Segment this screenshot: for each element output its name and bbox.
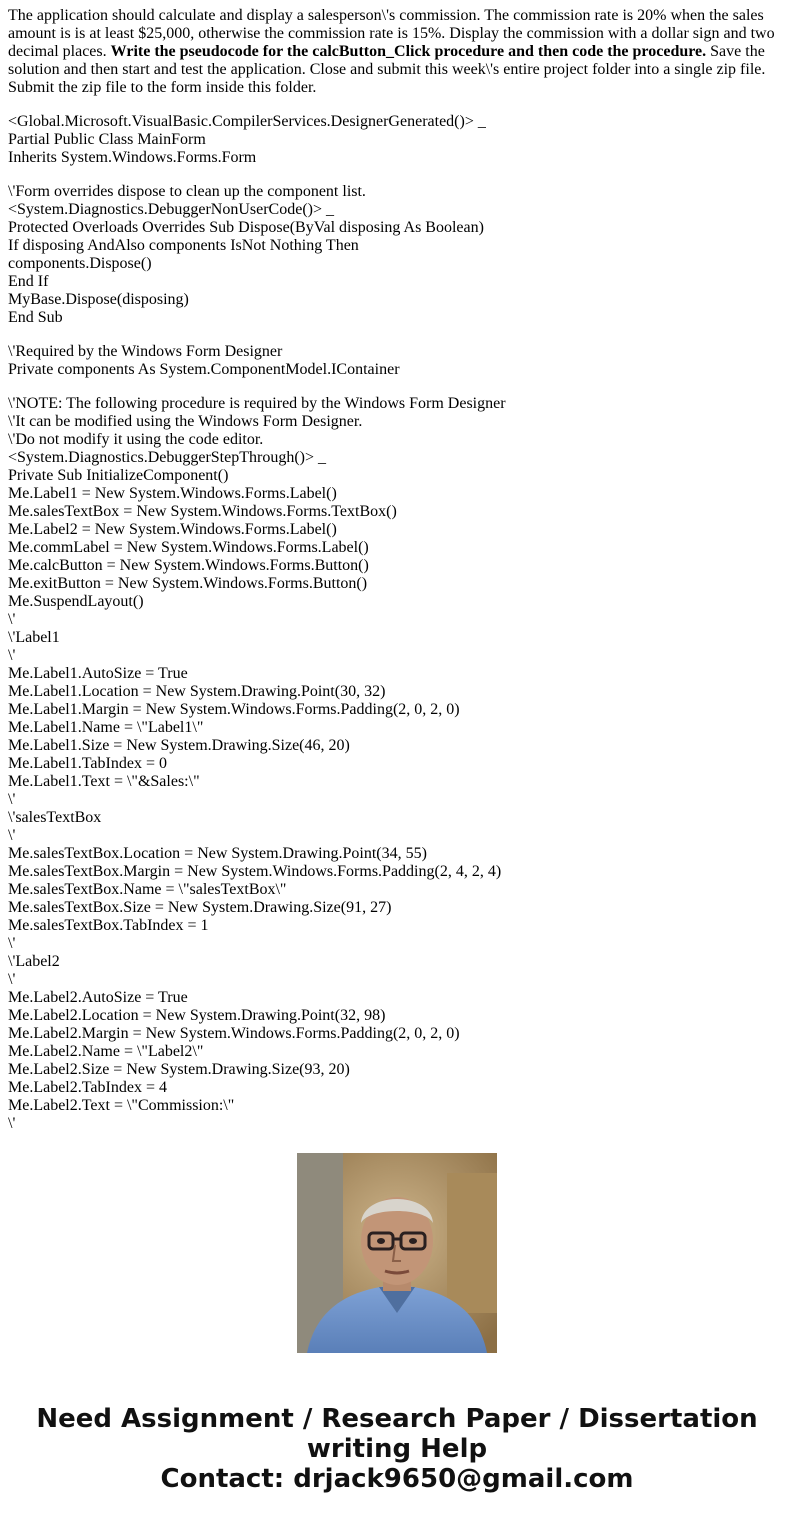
code-line: Me.salesTextBox.Name = \"salesTextBox\" [8,881,287,898]
code-line: \' [8,611,16,628]
problem-content [8,7,786,1132]
code-line: Me.SuspendLayout() [8,593,144,610]
code-line: Me.salesTextBox.Margin = New System.Windows.Forms.Padding(2, 4, 2, 4) [8,863,502,880]
code-line: components.Dispose() [8,255,152,272]
code-line: Me.Label2.Location = New System.Drawing.Point(32, 98) [8,1007,386,1024]
code-block [8,395,786,1133]
code-line: \' [8,1115,16,1132]
person-photo-icon [297,1153,497,1353]
problem-description [8,7,786,97]
code-line: Me.Label1.Text = \"&Sales:\" [8,773,200,790]
code-line: \'Label2 [8,953,60,970]
code-block [8,343,786,379]
code-line: Private Sub InitializeComponent() [8,467,229,484]
code-line: Inherits System.Windows.Forms.Form [8,149,257,166]
code-line: Partial Public Class MainForm [8,131,206,148]
code-line: Me.salesTextBox.Size = New System.Drawing.Size(91, 27) [8,899,392,916]
code-line: Me.salesTextBox.Location = New System.Drawing.Point(34, 55) [8,845,427,862]
code-line: End Sub [8,309,63,326]
description-instruction-bold: Write the pseudocode for the calcButton_Click procedure and then code the procedure. [110,43,707,60]
code-line: Me.Label1.Margin = New System.Windows.Forms.Padding(2, 0, 2, 0) [8,701,460,718]
code-line: Me.salesTextBox.TabIndex = 1 [8,917,209,934]
code-line: Me.exitButton = New System.Windows.Forms.Button() [8,575,368,592]
code-line: \'Do not modify it using the code editor. [8,431,264,448]
code-line: \'NOTE: The following procedure is required by the Windows Form Designer [8,395,506,412]
code-line: Me.Label2.Size = New System.Drawing.Size(93, 20) [8,1061,350,1078]
code-line: Me.Label2.TabIndex = 4 [8,1079,167,1096]
code-line: Me.salesTextBox = New System.Windows.Forms.TextBox() [8,503,397,520]
description-text-start: The application should calculate and display a salesperson\'s commission. The commission rate is 20% when the sales amount is is at least $25,000, otherwise the commission rate is 15%. Display the commission with a dollar sign and two decimal places. [8,7,775,60]
promo-banner [0,1404,794,1494]
code-line: Me.Label2.Text = \"Commission:\" [8,1097,235,1114]
code-listing [8,113,786,1133]
code-line: \' [8,935,16,952]
avatar [297,1153,497,1353]
code-line: \'Label1 [8,629,60,646]
code-block [8,183,786,327]
code-line: Me.Label2 = New System.Windows.Forms.Label() [8,521,337,538]
code-line: Me.Label2.Name = \"Label2\" [8,1043,204,1060]
code-line: Me.Label1.Size = New System.Drawing.Size(46, 20) [8,737,350,754]
code-line: \' [8,971,16,988]
code-line: \'Form overrides dispose to clean up the component list. [8,183,366,200]
code-line: <System.Diagnostics.DebuggerStepThrough()> _ [8,449,326,466]
code-line: <Global.Microsoft.VisualBasic.CompilerServices.DesignerGenerated()> _ [8,113,486,130]
code-line: \' [8,647,16,664]
code-line: \' [8,827,16,844]
code-line: MyBase.Dispose(disposing) [8,291,189,308]
code-line: Me.Label2.Margin = New System.Windows.Forms.Padding(2, 0, 2, 0) [8,1025,460,1042]
code-line: Me.Label2.AutoSize = True [8,989,188,1006]
code-line: \' [8,791,16,808]
code-line: Private components As System.ComponentModel.IContainer [8,361,400,378]
code-line: Me.Label1.TabIndex = 0 [8,755,167,772]
code-line: Me.Label1.Name = \"Label1\" [8,719,204,736]
code-block [8,113,786,167]
promo-line-2: writing Help [306,1434,488,1464]
code-line: \'It can be modified using the Windows Form Designer. [8,413,363,430]
code-line: \'Required by the Windows Form Designer [8,343,283,360]
promo-line-1: Need Assignment / Research Paper / Dissertation [36,1404,758,1434]
promo-contact: Contact: drjack9650@gmail.com [160,1464,634,1494]
code-line: Me.Label1.Location = New System.Drawing.Point(30, 32) [8,683,386,700]
code-line: Me.calcButton = New System.Windows.Forms.Button() [8,557,369,574]
code-line: Protected Overloads Overrides Sub Dispose(ByVal disposing As Boolean) [8,219,484,236]
code-line: If disposing AndAlso components IsNot Nothing Then [8,237,359,254]
code-line: \'salesTextBox [8,809,102,826]
code-line: End If [8,273,49,290]
code-line: Me.commLabel = New System.Windows.Forms.Label() [8,539,369,556]
code-line: Me.Label1 = New System.Windows.Forms.Label() [8,485,337,502]
code-line: Me.Label1.AutoSize = True [8,665,188,682]
description-text-end: Save the solution and then start and test the application. Close and submit this week\'s entire project folder into a single zip file. Submit the zip file to the form inside this folder. [8,43,766,96]
code-line: <System.Diagnostics.DebuggerNonUserCode()> _ [8,201,334,218]
